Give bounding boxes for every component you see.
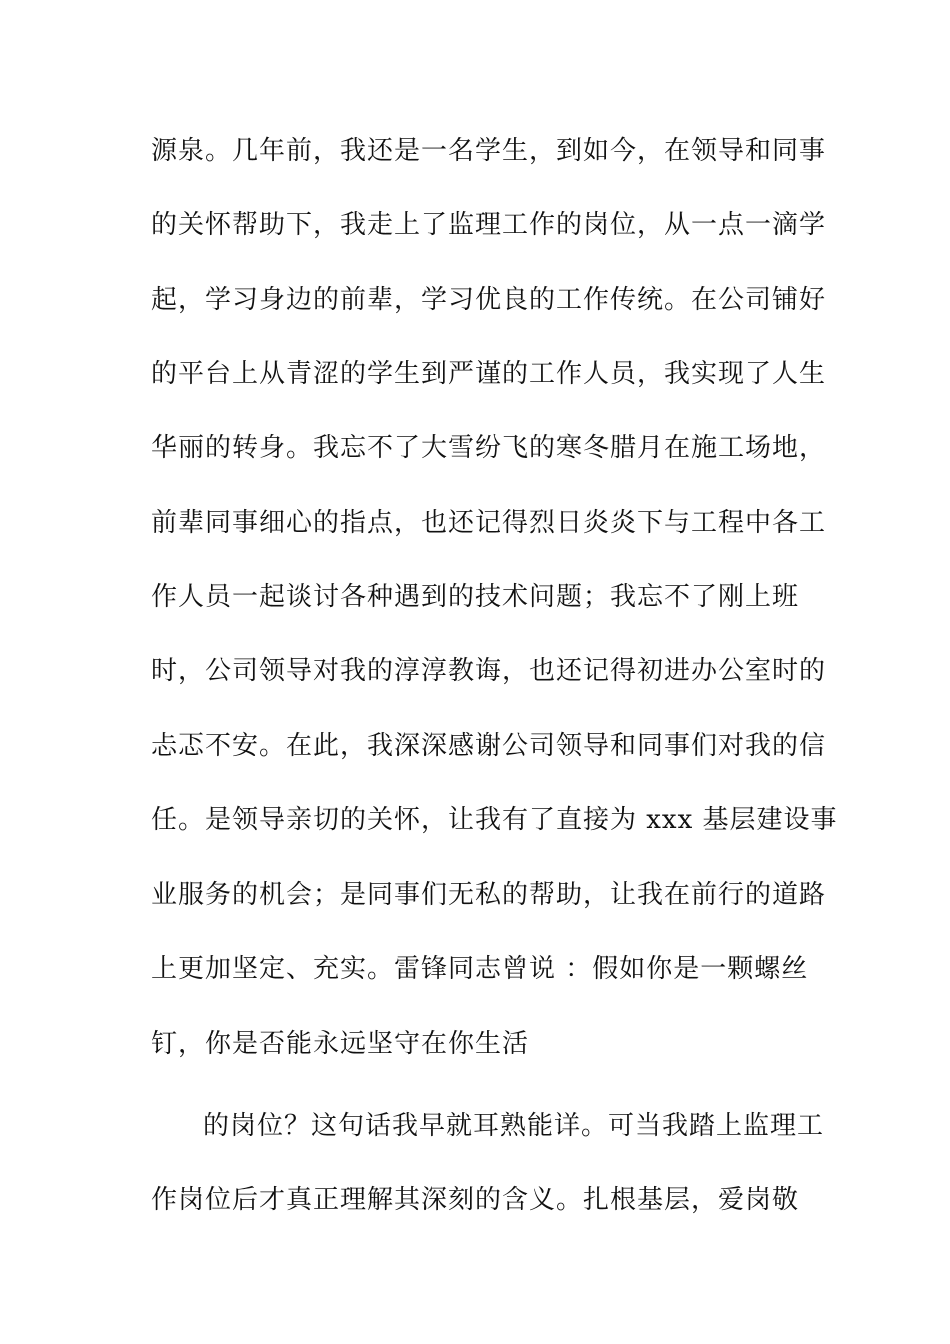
text-line: 时，公司领导对我的淳淳教诲，也还记得初进办公室时的: [151, 656, 827, 686]
text-line: 钉，你是否能永远坚守在你生活: [151, 1029, 530, 1059]
text-line: 华丽的转身。我忘不了大雪纷飞的寒冬腊月在施工场地，: [151, 433, 827, 463]
text-line: 前辈同事细心的指点，也还记得烈日炎炎下与工程中各工: [151, 508, 827, 538]
text-line: 的平台上从青涩的学生到严谨的工作人员，我实现了人生: [151, 359, 827, 389]
text-line: 任。是领导亲切的关怀，让我有了直接为 xxx 基层建设事: [151, 805, 838, 835]
text-line: 的关怀帮助下，我走上了监理工作的岗位，从一点一滴学: [151, 210, 827, 240]
text-line: 起，学习身边的前辈，学习优良的工作传统。在公司铺好: [151, 285, 827, 315]
text-line: 上更加坚定、充实。雷锋同志曾说 ：假如你是一颗螺丝: [151, 954, 809, 984]
text-line: 忐忑不安。在此，我深深感谢公司领导和同事们对我的信: [151, 731, 827, 761]
text-line: 作人员一起谈讨各种遇到的技术问题；我忘不了刚上班: [151, 582, 800, 612]
text-line: 业服务的机会；是同事们无私的帮助，让我在前行的道路: [151, 880, 827, 910]
text-line: 作岗位后才真正理解其深刻的含义。扎根基层，爱岗敬: [151, 1185, 800, 1215]
paragraph-first-line: 的岗位？这句话我早就耳熟能详。可当我踏上监理工: [203, 1111, 825, 1141]
text-line: 源泉。几年前，我还是一名学生，到如今，在领导和同事: [151, 136, 827, 166]
